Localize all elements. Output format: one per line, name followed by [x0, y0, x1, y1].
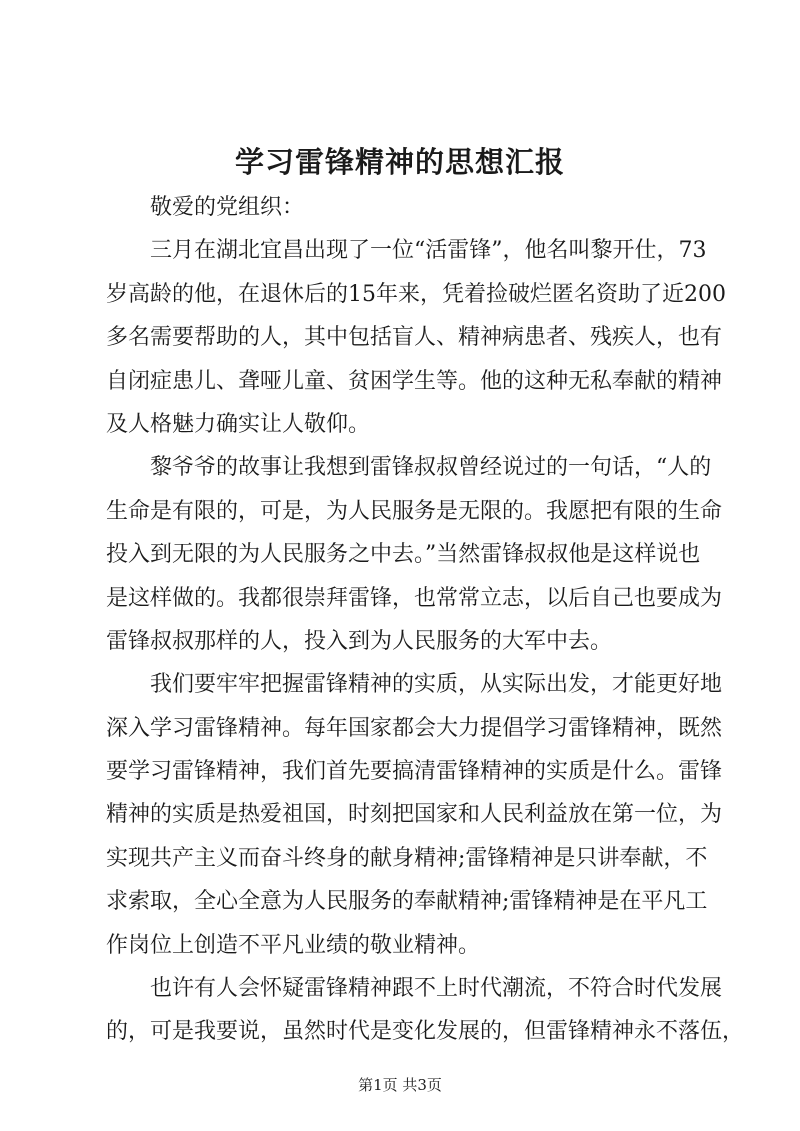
document-body — [106, 186, 745, 1054]
paragraph-3-line-6: 求索取，全心全意为人民服务的奉献精神;雷锋精神是在平凡工 — [106, 889, 708, 915]
paragraph-1-line-1: 三月在湖北宜昌出现了一位“活雷锋”，他名叫黎开仕，73 — [150, 238, 707, 264]
document-title: 学习雷锋精神的思想汇报 — [234, 145, 565, 179]
paragraph-4-line-2: 的，可是我要说，虽然时代是变化发展的，但雷锋精神永不落伍， — [106, 1019, 745, 1045]
paragraph-1-line-2: 岁高龄的他，在退休后的15年来，凭着捡破烂匿名资助了近200 — [106, 281, 726, 307]
paragraph-2-line-3: 投入到无限的为人民服务之中去。”当然雷锋叔叔他是这样说也 — [106, 542, 701, 568]
paragraph-2-line-4: 是这样做的。我都很崇拜雷锋，也常常立志，以后自己也要成为 — [106, 585, 723, 611]
paragraph-1-line-3: 多名需要帮助的人，其中包括盲人、精神病患者、残疾人，也有 — [106, 325, 723, 351]
paragraph-3-line-2: 深入学习雷锋精神。每年国家都会大力提倡学习雷锋精神，既然 — [106, 715, 723, 741]
paragraph-1-line-4: 自闭症患儿、聋哑儿童、贫困学生等。他的这种无私奉献的精神 — [106, 368, 723, 394]
page-footer: 第1页 共3页 — [358, 1076, 442, 1094]
paragraph-3-line-3: 要学习雷锋精神，我们首先要搞清雷锋精神的实质是什么。雷锋 — [106, 759, 723, 785]
paragraph-3-line-1: 我们要牢牢把握雷锋精神的实质，从实际出发，才能更好地 — [150, 672, 723, 698]
paragraph-1-line-5: 及人格魅力确实让人敬仰。 — [106, 411, 371, 437]
paragraph-2-line-2: 生命是有限的，可是，为人民服务是无限的。我愿把有限的生命 — [106, 498, 723, 524]
paragraph-3-line-7: 作岗位上创造不平凡业绩的敬业精神。 — [106, 932, 481, 958]
salutation-line: 敬爱的党组织： — [150, 195, 305, 220]
paragraph-3-line-5: 实现共产主义而奋斗终身的献身精神;雷锋精神是只讲奉献，不 — [106, 845, 708, 871]
paragraph-4-line-1: 也许有人会怀疑雷锋精神跟不上时代潮流，不符合时代发展 — [150, 976, 723, 1002]
paragraph-2-line-1: 黎爷爷的故事让我想到雷锋叔叔曾经说过的一句话，“人的 — [150, 455, 712, 481]
paragraph-3-line-4: 精神的实质是热爱祖国，时刻把国家和人民利益放在第一位，为 — [106, 802, 723, 828]
paragraph-2-line-5: 雷锋叔叔那样的人，投入到为人民服务的大军中去。 — [106, 628, 613, 654]
